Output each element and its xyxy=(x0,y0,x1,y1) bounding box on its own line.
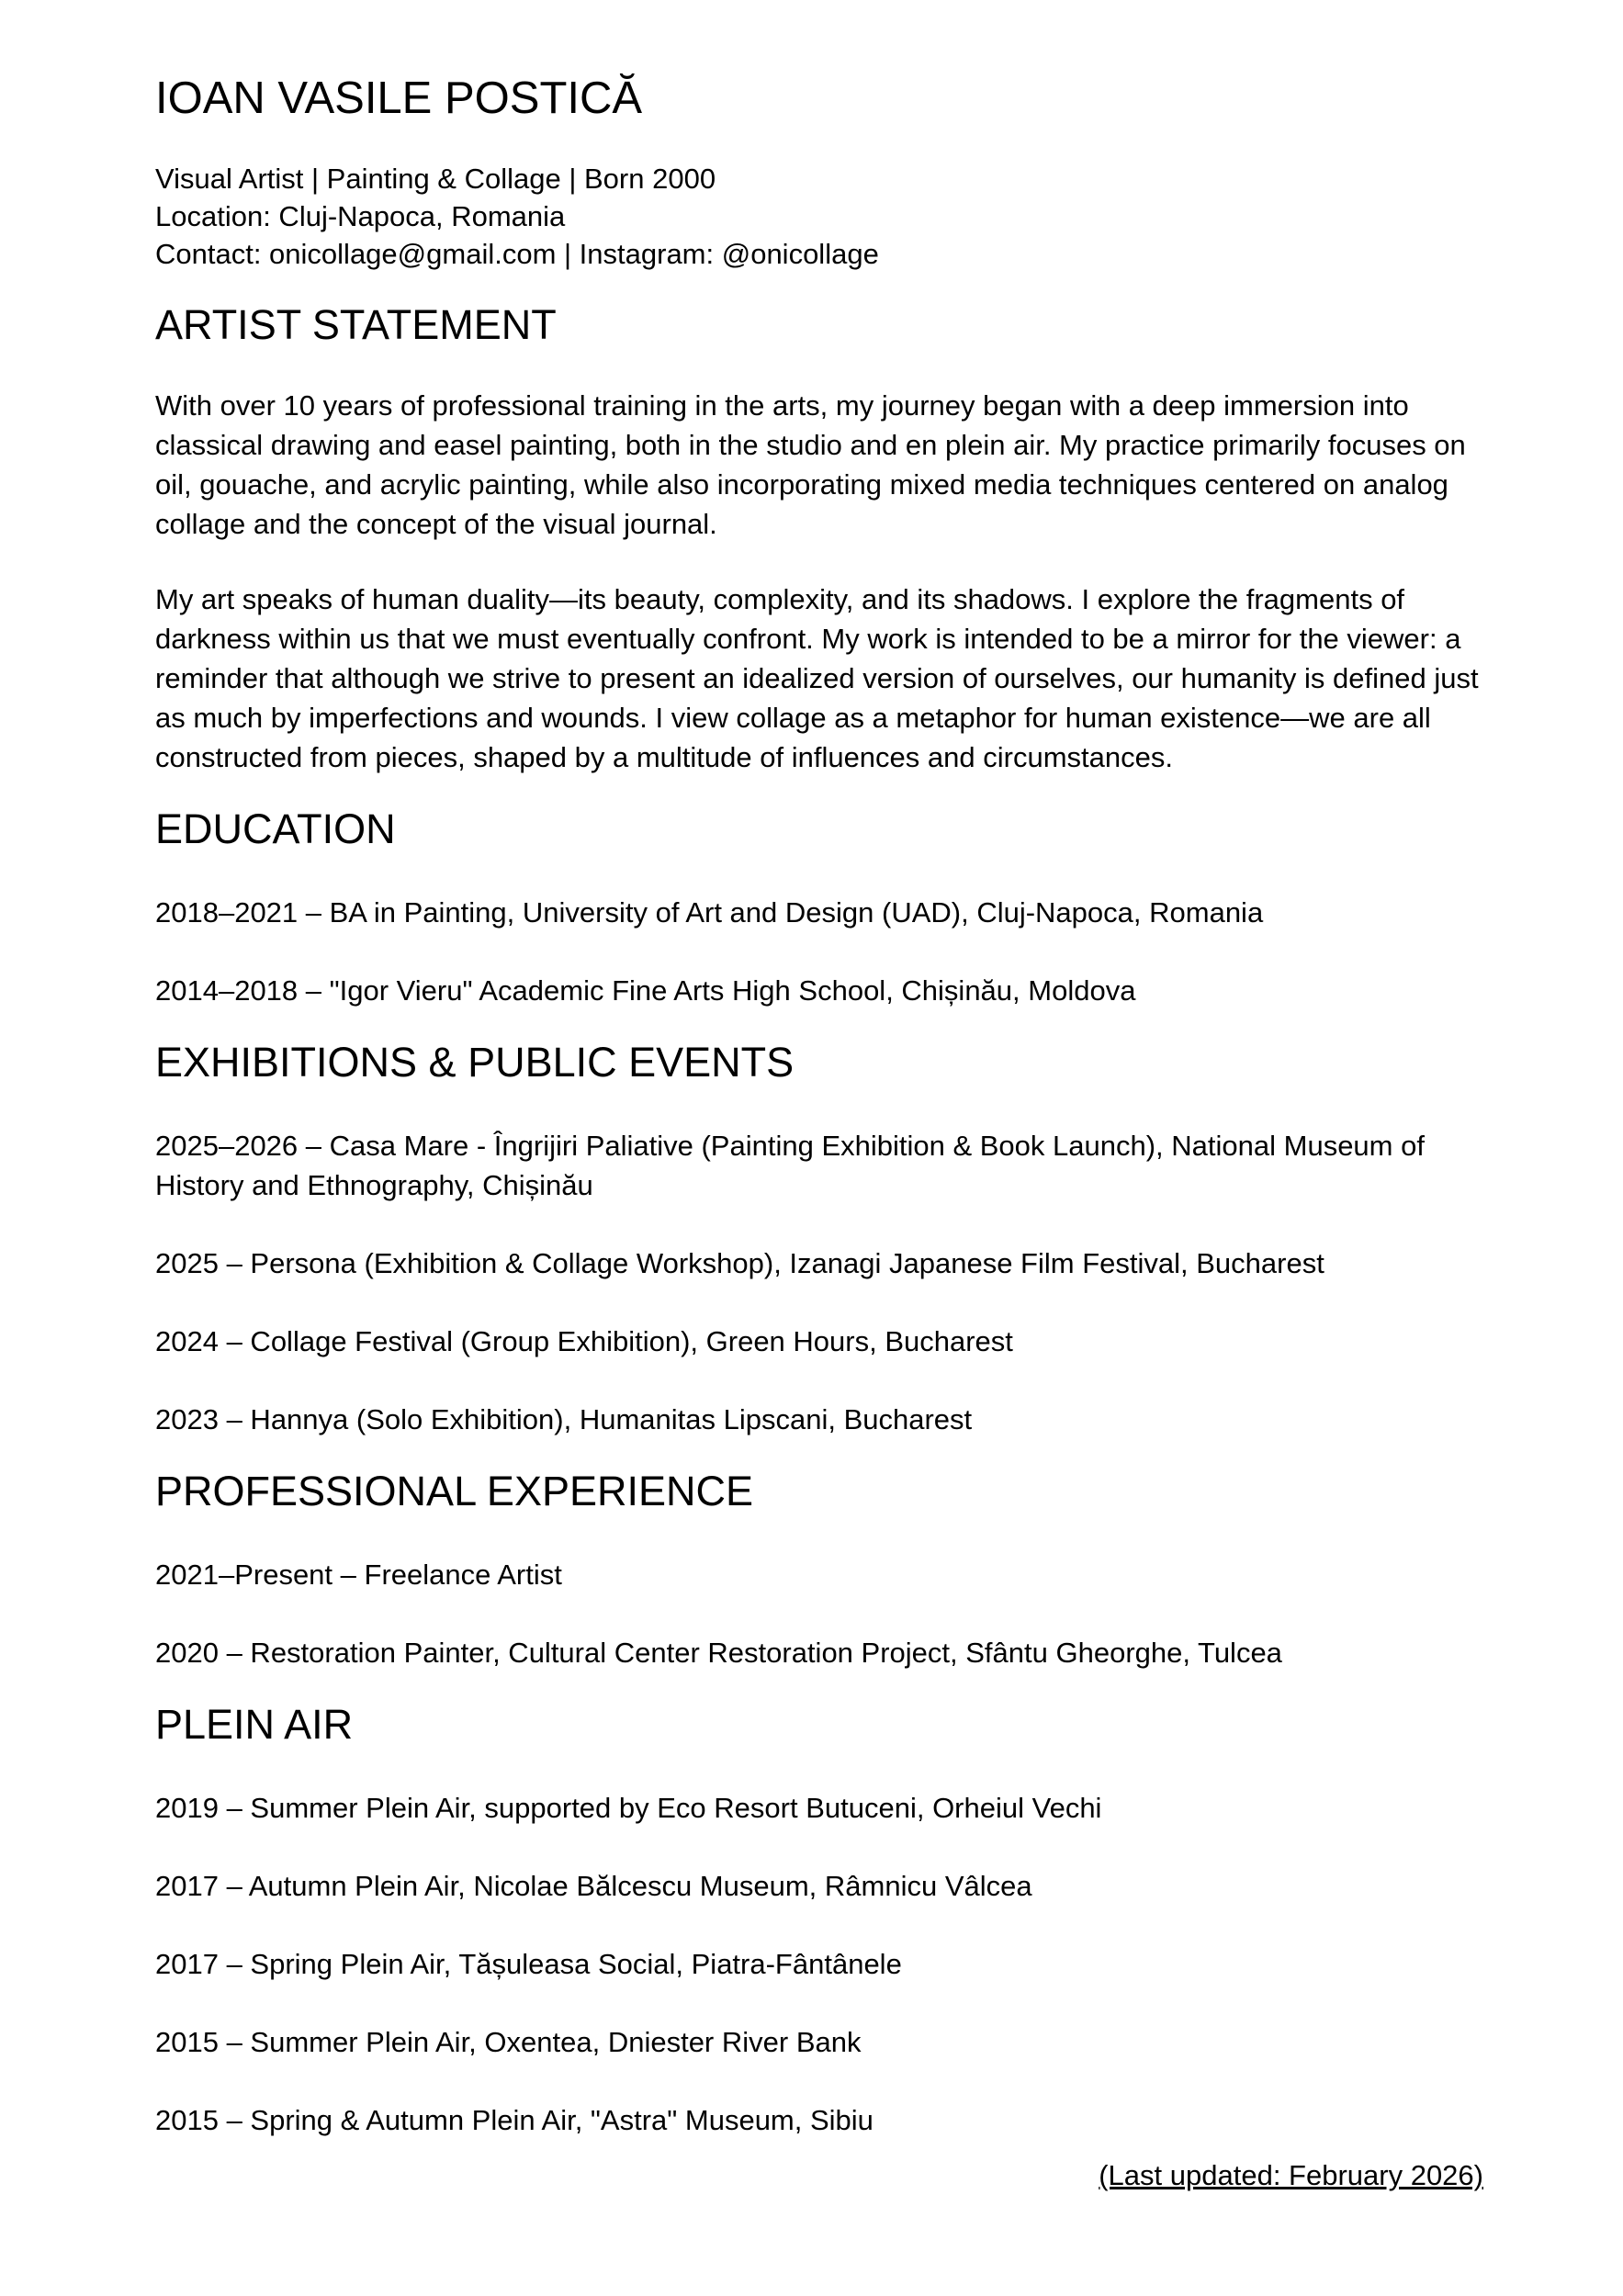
resume-name: IOAN VASILE POSTICĂ xyxy=(155,73,643,123)
last-updated-note: (Last updated: February 2026) xyxy=(1099,2159,1483,2191)
section-heading-plein-air: PLEIN AIR xyxy=(155,1701,354,1748)
contact-line-role: Visual Artist | Painting & Collage | Born 2000 xyxy=(155,163,716,195)
education-entry: 2014–2018 – "Igor Vieru" Academic Fine Arts High School, Chișinău, Moldova xyxy=(155,974,1136,1007)
plein-air-entry: 2015 – Spring & Autumn Plein Air, "Astra" Museum, Sibiu xyxy=(155,2104,873,2136)
artist-statement-paragraph: With over 10 years of professional training in the arts, my journey began with a deep immersion into classical drawing and easel painting, both in the studio and en plein air. My practice primarily focuses on oil, gouache, and acrylic painting, while also incorporating mixed media techniques centered on analog collage and the concept of the visual journal. xyxy=(155,389,1466,540)
section-heading-artist-statement: ARTIST STATEMENT xyxy=(155,301,557,348)
artist-statement-paragraph: My art speaks of human duality—its beauty, complexity, and its shadows. I explore the fragments of darkness within us that we must eventually confront. My work is intended to be a mirror for the viewer: a reminder that although we strive to present an idealized version of ourselves, our humanity is defined just as much by imperfections and wounds. I view collage as a metaphor for human existence—we are all constructed from pieces, shaped by a multitude of influences and circumstances. xyxy=(155,583,1479,773)
plein-air-entry: 2017 – Spring Plein Air, Tășuleasa Social, Piatra-Fântânele xyxy=(155,1948,902,1980)
plein-air-entry: 2019 – Summer Plein Air, supported by Eco Resort Butuceni, Orheiul Vechi xyxy=(155,1792,1102,1824)
exhibition-entry: 2023 – Hannya (Solo Exhibition), Humanitas Lipscani, Bucharest xyxy=(155,1403,973,1435)
section-heading-education: EDUCATION xyxy=(155,805,396,852)
contact-line-contact: Contact: onicollage@gmail.com | Instagram: @onicollage xyxy=(155,238,879,270)
exhibition-entry: 2025 – Persona (Exhibition & Collage Workshop), Izanagi Japanese Film Festival, Bucharest xyxy=(155,1247,1324,1279)
contact-block xyxy=(155,160,1483,273)
section-heading-exhibitions: EXHIBITIONS & PUBLIC EVENTS xyxy=(155,1039,795,1086)
experience-entry: 2020 – Restoration Painter, Cultural Center Restoration Project, Sfântu Gheorghe, Tulcea xyxy=(155,1637,1282,1669)
plein-air-entry: 2015 – Summer Plein Air, Oxentea, Dniester River Bank xyxy=(155,2026,862,2058)
education-entry: 2018–2021 – BA in Painting, University of Art and Design (UAD), Cluj-Napoca, Romania xyxy=(155,896,1264,929)
contact-line-location: Location: Cluj-Napoca, Romania xyxy=(155,200,566,232)
exhibition-entry: 2025–2026 – Casa Mare - Îngrijiri Paliative (Painting Exhibition & Book Launch), National Museum of History and Ethnography, Chișinău xyxy=(155,1130,1425,1201)
exhibition-entry: 2024 – Collage Festival (Group Exhibition), Green Hours, Bucharest xyxy=(155,1325,1013,1357)
section-heading-professional-experience: PROFESSIONAL EXPERIENCE xyxy=(155,1468,754,1514)
plein-air-entry: 2017 – Autumn Plein Air, Nicolae Bălcescu Museum, Râmnicu Vâlcea xyxy=(155,1870,1032,1902)
experience-entry: 2021–Present – Freelance Artist xyxy=(155,1559,562,1591)
